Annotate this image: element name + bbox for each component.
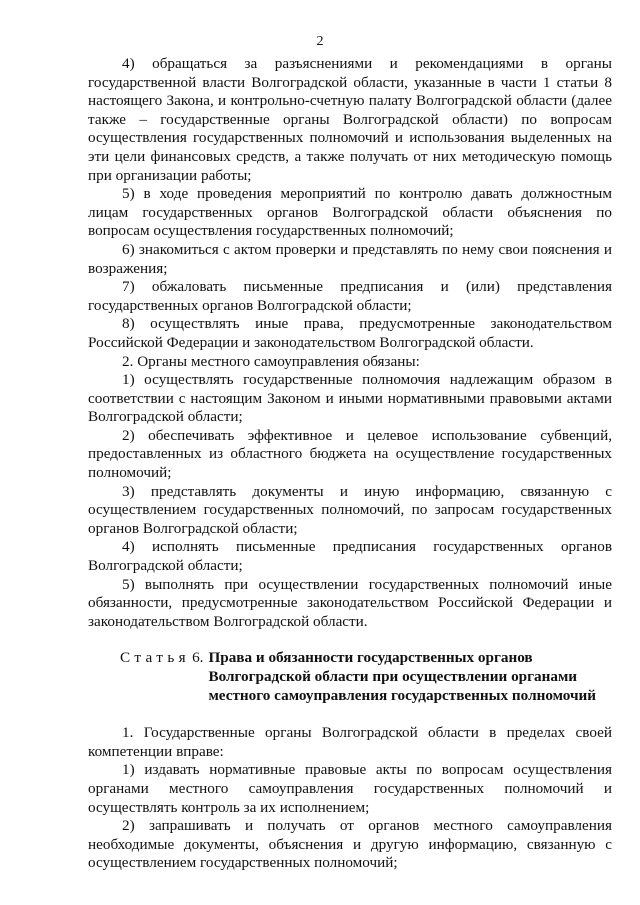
article-title-line: Права и обязанности государственных органов (208, 649, 533, 667)
article-title (208, 649, 596, 705)
paragraph: 2. Органы местного самоуправления обязаны: (122, 352, 420, 370)
document-body (88, 55, 612, 873)
paragraph: 3) представлять документы и иную информацию, связанную с осуществлением государственных полномочий, по запросам государственных органов Волгоградской области; (88, 482, 612, 537)
paragraph: 5) в ходе проведения мероприятий по контролю давать должностным лицам государственных органов Волгоградской области объяснения по вопросам осуществления государственных полномочий; (88, 185, 612, 240)
paragraph: 8) осуществлять иные права, предусмотренные законодательством Российской Федерации и законодательством Волгоградской области. (88, 315, 612, 351)
paragraph: 1. Государственные органы Волгоградской области в пределах своей компетенции вправе: (88, 724, 612, 760)
paragraph: 4) обращаться за разъяснениями и рекомендациями в органы государственной власти Волгоградской области, указанные в части 1 статьи 8 настоящего Закона, и контрольно-счетную палату Волгоградской области (далее также – государственные органы Волгоградской области) по вопросам осуществления государственных полномочий и использования выделенных на эти цели финансовых средств, а также получать от них методическую помощь при организации работы; (88, 55, 612, 184)
paragraph: 4) исполнять письменные предписания государственных органов Волгоградской области; (88, 538, 612, 575)
paragraph: 1) издавать нормативные правовые акты по вопросам осуществления органами местного самоуправления государственных полномочий и осуществлять контроль за их исполнением; (88, 761, 612, 816)
paragraph: 7) обжаловать письменные предписания и (или) представления государственных органов Волгоградской области; (88, 278, 612, 314)
page-number: 2 (316, 34, 324, 49)
paragraph: 6) знакомиться с актом проверки и представлять по нему свои пояснения и возражения; (88, 240, 612, 277)
article-heading (88, 649, 612, 705)
article-number: 6. (192, 649, 204, 667)
paragraph: 2) обеспечивать эффективное и целевое использование субвенций, предоставленных из областного бюджета на осуществление государственных полномочий; (88, 426, 612, 482)
paragraph: 1) осуществлять государственные полномочия надлежащим образом в соответствии с настоящим Законом и иными нормативными правовыми актами Волгоградской области; (88, 371, 612, 426)
article-title-line: Волгоградской области при осуществлении органами (208, 668, 578, 685)
paragraph: 5) выполнять при осуществлении государственных полномочий иные обязанности, предусмотренные законодательством Российской Федерации и законодательством Волгоградской области. (88, 575, 612, 630)
article-title-line: местного самоуправления государственных полномочий (208, 686, 597, 704)
article-label: Статья (120, 649, 191, 667)
paragraph: 2) запрашивать и получать от органов местного самоуправления необходимые документы, объяснения и другую информацию, связанную с осуществлением государственных полномочий; (88, 817, 612, 872)
